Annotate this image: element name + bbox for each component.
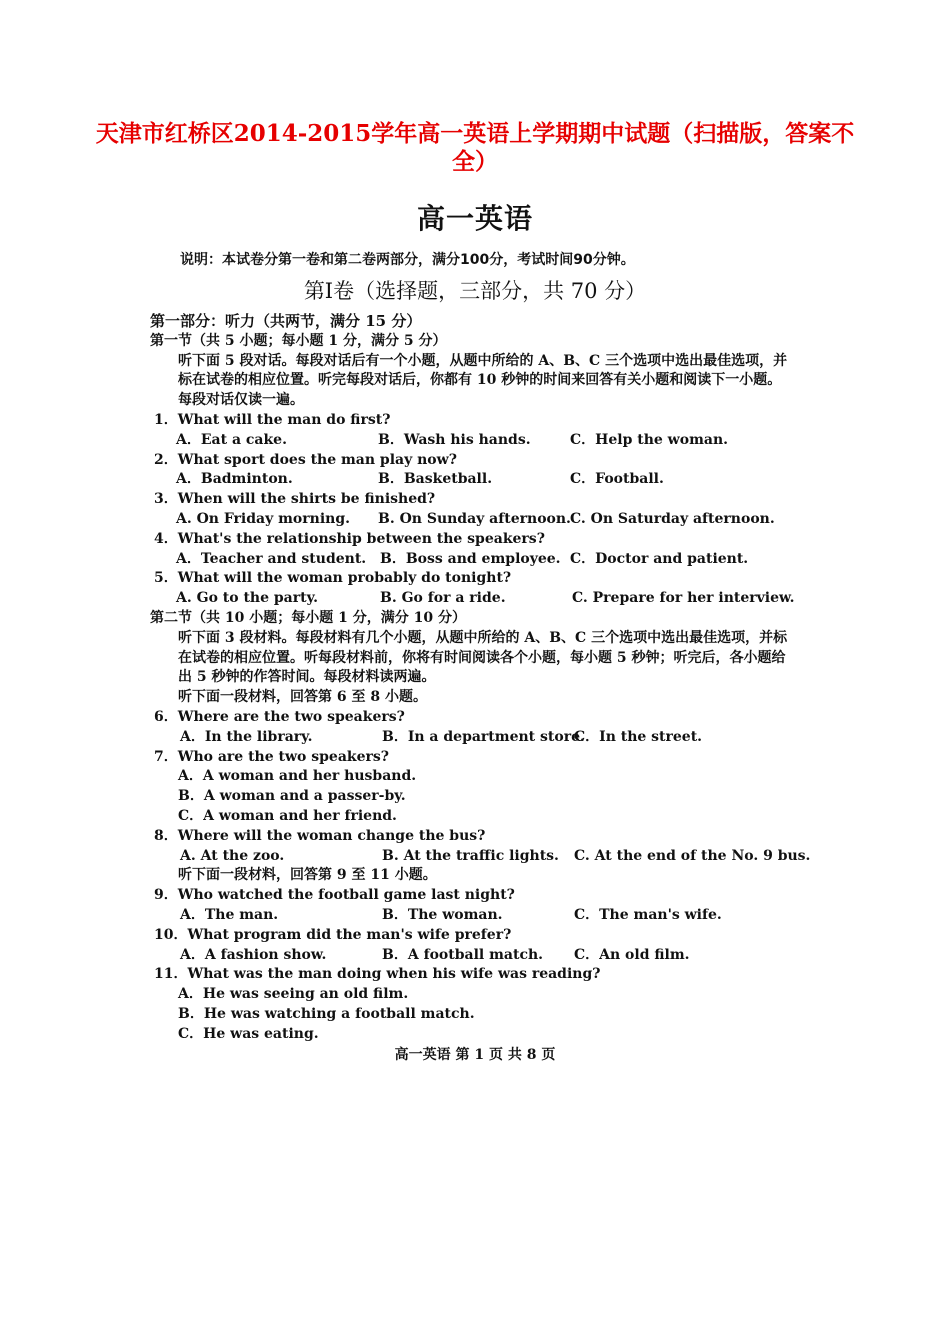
options-row <box>150 728 790 748</box>
option-a: A. Go to the party. <box>176 590 318 607</box>
question: 10．What program did the man's wife prefer? <box>154 926 512 943</box>
option-b: B．Wash his hands. <box>378 431 531 448</box>
question: 1．What will the man do first? <box>154 411 391 428</box>
volume-title: 第Ⅰ卷（选择题，三部分，共 70 分） <box>303 279 647 303</box>
option-b: B．The woman. <box>382 906 503 923</box>
option-a: A．The man. <box>180 906 279 923</box>
option-a: A．Teacher and student. <box>176 550 367 567</box>
option-a: A．He was seeing an old film. <box>178 986 409 1003</box>
document-title: 天津市红桥区2014-2015学年高一英语上学期期中试题（扫描版，答案不全） <box>95 120 855 175</box>
options-row <box>150 550 790 570</box>
option-a: A．A fashion show. <box>180 946 327 963</box>
option-c: C. Prepare for her interview. <box>572 590 795 607</box>
exam-title: 高一英语 <box>416 202 533 235</box>
question: 9．Who watched the football game last night? <box>154 887 515 904</box>
option-b: B．Boss and employee. <box>380 550 561 567</box>
section-title: 第二节（共 10 小题；每小题 1 分，满分 10 分） <box>150 609 466 626</box>
option-b: B．Basketball. <box>378 471 493 488</box>
option-a: A．Eat a cake. <box>176 431 287 448</box>
option-c: C．Football. <box>570 471 664 488</box>
option-b: B．He was watching a football match. <box>178 1005 475 1022</box>
option-c: C．An old film. <box>574 946 690 963</box>
question: 2．What sport does the man play now? <box>154 451 457 468</box>
option-b: B．A woman and a passer-by. <box>178 788 406 805</box>
option-c: C．In the street. <box>574 728 703 745</box>
option-a: A．In the library. <box>180 728 313 745</box>
option-c: C．Doctor and patient. <box>570 550 749 567</box>
section-directions: 听下面 5 段对话。每段对话后有一个小题，从题中所给的 A、B、C 三个选项中选出最佳选项，并标在试卷的相应位置。听完每段对话后，你都有 10 秒钟的时间来回答有关小题和阅读下一小题。每段对话仅读一遍。 <box>178 352 788 409</box>
question: 8．Where will the woman change the bus? <box>154 827 486 844</box>
option-b: B. At the traffic lights. <box>382 847 559 864</box>
option-c: C．Help the woman. <box>570 431 729 448</box>
option-c: C. At the end of the No. 9 bus. <box>574 847 811 864</box>
page-footer: 高一英语 第 1 页 共 8 页 <box>394 1047 556 1063</box>
option-c: C．A woman and her friend. <box>178 807 397 824</box>
option-a: A．Badminton. <box>176 471 293 488</box>
material-note: 听下面一段材料，回答第 6 至 8 小题。 <box>178 689 427 706</box>
options-row <box>150 510 790 530</box>
question: 11．What was the man doing when his wife was reading? <box>154 966 601 983</box>
options-row <box>150 946 790 966</box>
question: 4．What's the relationship between the speakers? <box>154 530 545 547</box>
option-a: A. On Friday morning. <box>176 510 350 527</box>
option-a: A. At the zoo. <box>180 847 285 864</box>
option-c: C. On Saturday afternoon. <box>570 510 775 527</box>
section-directions: 听下面 3 段材料。每段材料有几个小题，从题中所给的 A、B、C 三个选项中选出最佳选项，并标在试卷的相应位置。听每段材料前，你将有时间阅读各个小题，每小题 5 秒钟；听完后，各小题给出 5 秒钟的作答时间。每段材料读两遍。 <box>178 629 788 686</box>
options-row <box>150 589 795 609</box>
option-a: A．A woman and her husband. <box>178 768 417 785</box>
option-b: B．A football match. <box>382 946 544 963</box>
exam-content <box>150 312 811 1044</box>
option-c: C．The man's wife. <box>574 906 722 923</box>
options-row <box>150 847 811 867</box>
question: 3．When will the shirts be finished? <box>154 491 436 508</box>
options-row <box>150 431 790 451</box>
option-c: C．He was eating. <box>178 1025 319 1042</box>
question: 6．Where are the two speakers? <box>154 708 405 725</box>
options-row <box>150 906 790 926</box>
part-title: 第一部分：听力（共两节，满分 15 分） <box>150 312 422 330</box>
question: 7．Who are the two speakers? <box>154 748 389 765</box>
section-title: 第一节（共 5 小题；每小题 1 分，满分 5 分） <box>150 332 447 349</box>
question: 5．What will the woman probably do tonight? <box>154 570 512 587</box>
option-b: B. On Sunday afternoon. <box>378 510 571 527</box>
exam-instruction: 说明：本试卷分第一卷和第二卷两部分，满分100分，考试时间90分钟。 <box>180 252 635 268</box>
options-row <box>150 470 790 490</box>
material-note: 听下面一段材料，回答第 9 至 11 小题。 <box>178 867 437 884</box>
option-b: B. Go for a ride. <box>380 590 506 607</box>
option-b: B．In a department store. <box>382 728 585 745</box>
